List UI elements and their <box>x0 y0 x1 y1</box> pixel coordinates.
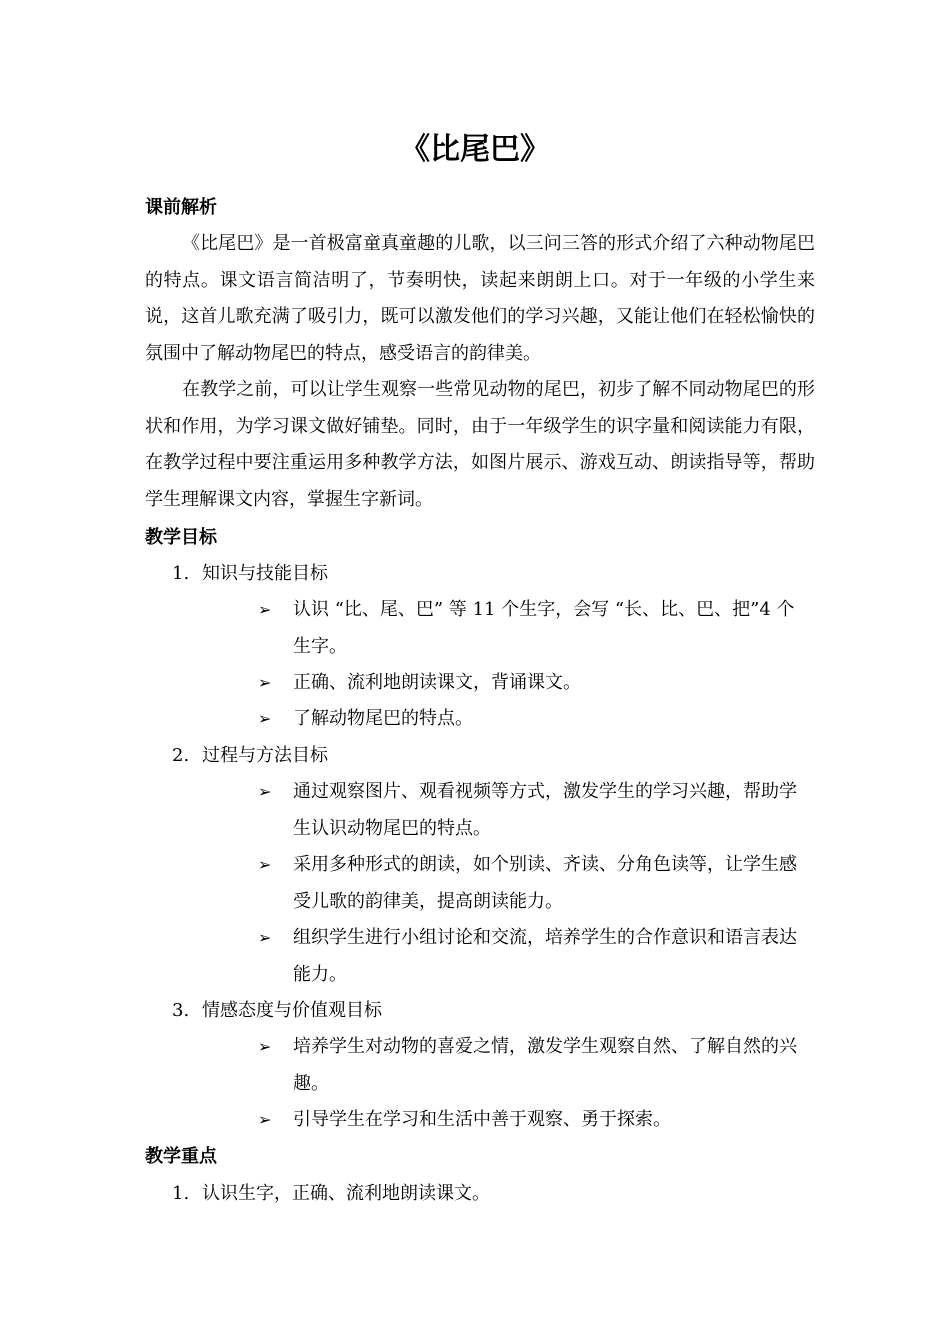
bullet-item <box>258 665 810 702</box>
item-number: 2. <box>172 745 190 766</box>
bullet-item <box>258 1029 810 1102</box>
section-heading-pre-analysis: 课前解析 <box>145 197 217 218</box>
goal-item-process <box>172 743 328 769</box>
arrowhead-bullet-icon: ➢ <box>258 1037 272 1056</box>
bullet-text: 引导学生在学习和生活中善于观察、勇于探索。 <box>293 1109 671 1130</box>
arrowhead-bullet-icon: ➢ <box>258 1110 272 1129</box>
bullet-text: 认识 “比、尾、巴” 等 11 个生字，会写 “长、比、巴、把”4 个生字。 <box>293 599 795 657</box>
item-label: 过程与方法目标 <box>202 745 328 766</box>
bullet-text: 采用多种形式的朗读，如个别读、齐读、分角色读等，让学生感受儿歌的韵律美，提高朗读能力。 <box>293 854 797 912</box>
arrowhead-bullet-icon: ➢ <box>258 928 272 947</box>
bullet-item <box>258 847 810 920</box>
arrowhead-bullet-icon: ➢ <box>258 782 272 801</box>
item-label: 认识生字，正确、流利地朗读课文。 <box>202 1183 490 1204</box>
item-label: 情感态度与价值观目标 <box>202 1000 382 1021</box>
paragraph: 在教学之前，可以让学生观察一些常见动物的尾巴，初步了解不同动物尾巴的形状和作用，为学习课文做好铺垫。同时，由于一年级学生的识字量和阅读能力有限，在教学过程中要注重运用多种教学方法，如图片展示、游戏互动、朗读指导等，帮助学生理解课文内容，掌握生字新词。 <box>145 379 815 510</box>
item-label: 知识与技能目标 <box>202 563 328 584</box>
bullet-item <box>258 701 810 738</box>
section-heading-goals: 教学目标 <box>145 527 217 548</box>
item-number: 3. <box>172 1000 190 1021</box>
item-number: 1. <box>172 563 190 584</box>
goal-item-attitude <box>172 998 382 1024</box>
bullet-item <box>258 592 810 665</box>
arrowhead-bullet-icon: ➢ <box>258 709 272 728</box>
bullet-text: 组织学生进行小组讨论和交流，培养学生的合作意识和语言表达能力。 <box>293 927 797 985</box>
arrowhead-bullet-icon: ➢ <box>258 855 272 874</box>
paragraph: 《比尾巴》是一首极富童真童趣的儿歌，以三问三答的形式介绍了六种动物尾巴的特点。课文语言简洁明了，节奏明快，读起来朗朗上口。对于一年级的小学生来说，这首儿歌充满了吸引力，既可以激发他们的学习兴趣，又能让他们在轻松愉快的氛围中了解动物尾巴的特点，感受语言的韵律美。 <box>145 233 815 364</box>
bullet-item <box>258 920 810 993</box>
key-point-item <box>172 1181 490 1207</box>
bullet-text: 正确、流利地朗读课文，背诵课文。 <box>293 672 581 693</box>
bullet-item <box>258 774 810 847</box>
bullet-text: 培养学生对动物的喜爱之情，激发学生观察自然、了解自然的兴趣。 <box>293 1036 797 1094</box>
item-number: 1. <box>172 1183 190 1204</box>
page-title: 《比尾巴》 <box>400 132 550 167</box>
bullet-text: 通过观察图片、观看视频等方式，激发学生的学习兴趣，帮助学生认识动物尾巴的特点。 <box>293 781 797 839</box>
arrowhead-bullet-icon: ➢ <box>258 600 272 619</box>
bullet-text: 了解动物尾巴的特点。 <box>293 708 473 729</box>
goal-item-knowledge <box>172 561 328 587</box>
arrowhead-bullet-icon: ➢ <box>258 673 272 692</box>
section-heading-key-points: 教学重点 <box>145 1146 217 1167</box>
bullet-item <box>258 1102 810 1139</box>
